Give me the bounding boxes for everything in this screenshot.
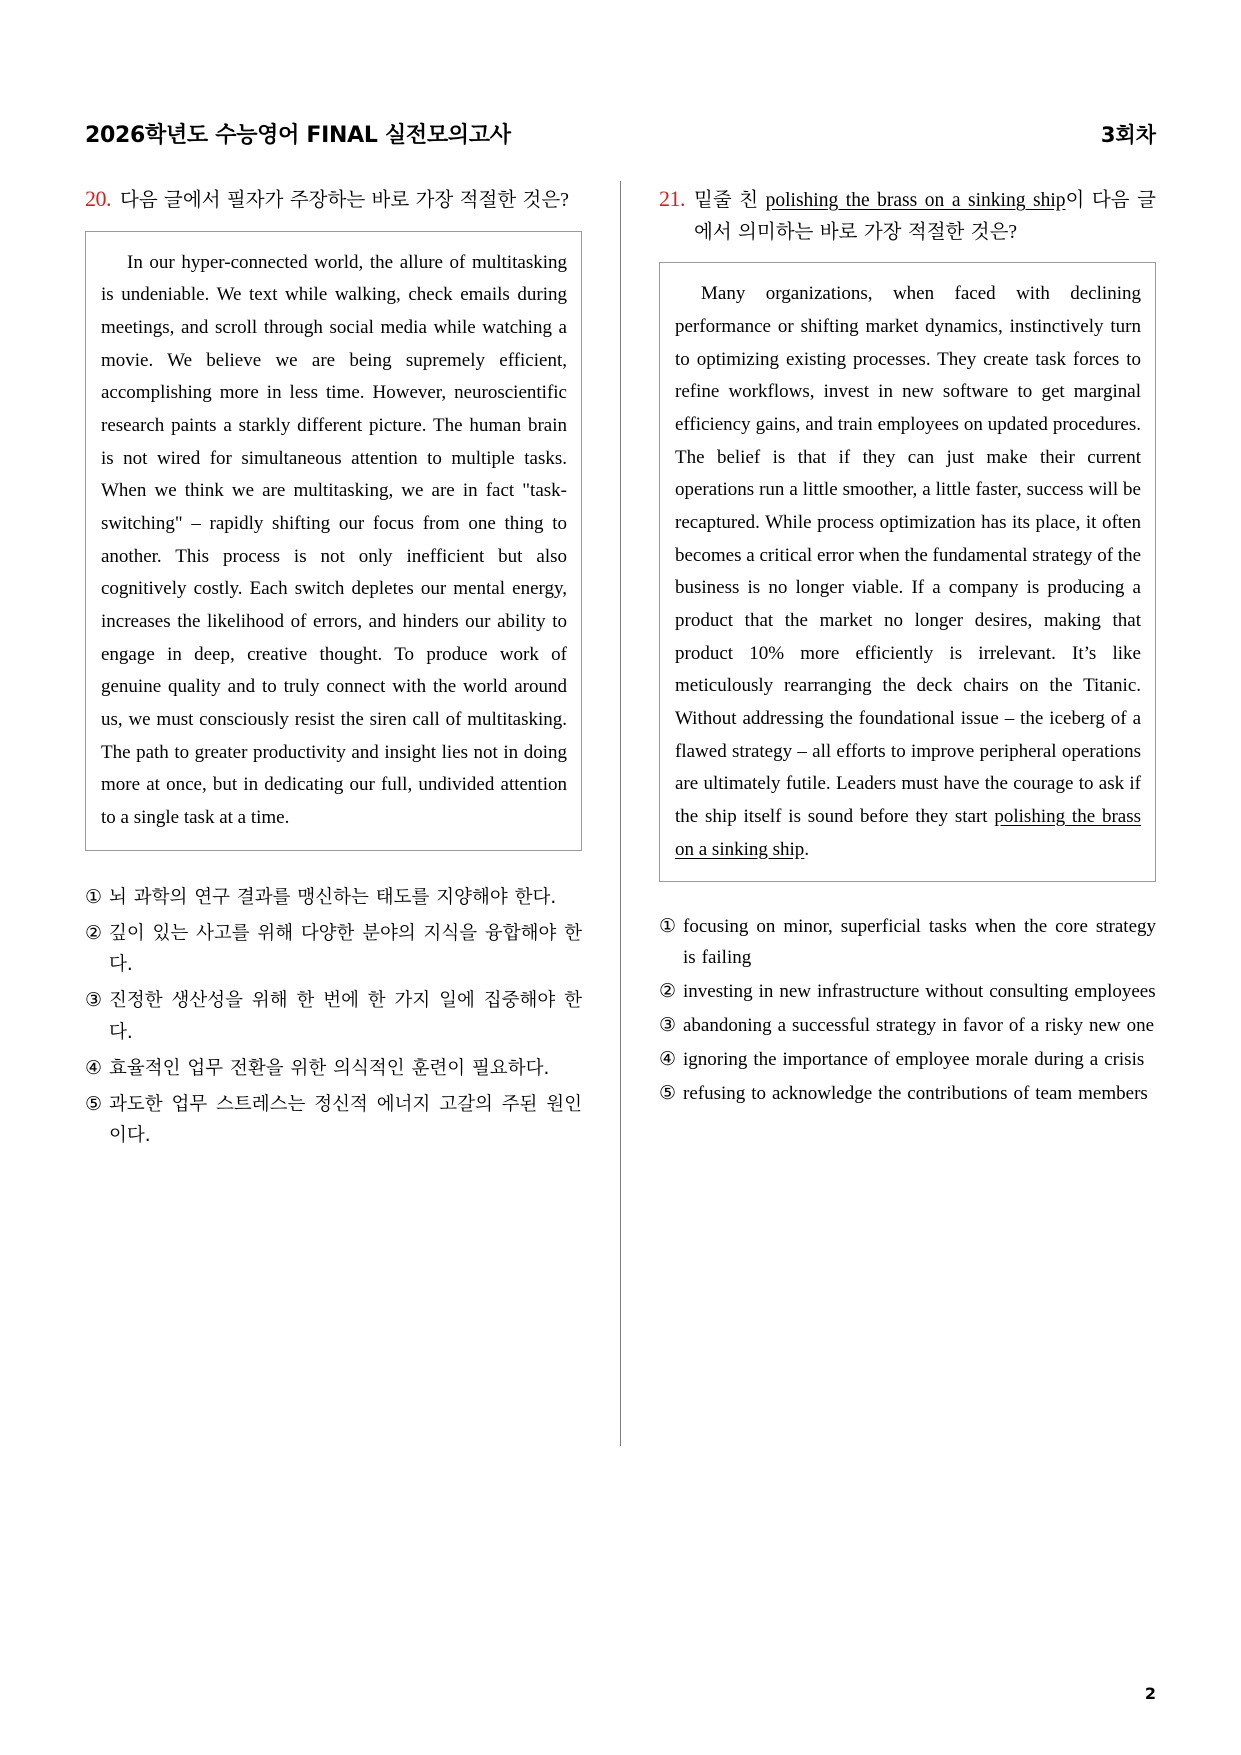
question-21-number: 21. xyxy=(659,186,685,211)
choice-marker: ⑤ xyxy=(659,1083,677,1105)
question-21-stem-underlined-phrase: polishing the brass on a sinking ship xyxy=(765,190,1066,211)
page-number: 2 xyxy=(1144,1684,1156,1703)
question-20-stem-text xyxy=(120,185,582,217)
choice-marker: ⑤ xyxy=(85,1092,103,1115)
two-column-body xyxy=(85,181,1156,1621)
choice-option[interactable] xyxy=(85,917,582,982)
exam-title: 2026학년도 수능영어 FINAL 실전모의고사 xyxy=(85,123,511,148)
column-left xyxy=(85,181,582,1621)
question-20-passage-text: In our hyper-connected world, the allure of multitasking is undeniable. We text while walking, check emails during meetings, and scroll through social media while watching a movie. We believe we are being supremely efficient, accomplishing more in less time. However, neuroscientific research paints a starkly different picture. The human brain is not wired for simultaneous attention to multiple tasks. When we think we are multitasking, we are in fact "task-switching" – rapidly shifting our focus from one thing to another. This process is not only inefficient but also cognitively costly. Each switch depletes our mental energy, increases the likelihood of errors, and hinders our ability to engage in deep, creative thought. To produce work of genuine quality and to truly connect with the world around us, we must consciously resist the siren call of multitasking. The path to greater productivity and insight lies not in doing more at once, but in dedicating our full, undivided attention to a single task at a time. xyxy=(101,251,567,829)
question-21-passage-text xyxy=(675,278,1141,866)
choice-option[interactable] xyxy=(85,984,582,1049)
choice-option[interactable] xyxy=(659,912,1156,974)
choice-marker: ② xyxy=(85,921,103,944)
question-21-choices xyxy=(659,912,1156,1110)
column-divider xyxy=(620,181,621,1446)
question-20-choices xyxy=(85,881,582,1153)
question-21-passage-box xyxy=(659,262,1156,882)
column-right xyxy=(659,181,1156,1621)
choice-text: 깊이 있는 사고를 위해 다양한 분야의 지식을 융합해야 한다. xyxy=(109,922,582,976)
choice-option[interactable] xyxy=(659,1079,1156,1110)
choice-option[interactable] xyxy=(659,977,1156,1008)
question-21-stem-prefix: 밑줄 친 xyxy=(694,190,766,211)
choice-marker: ① xyxy=(659,916,677,938)
choice-marker: ③ xyxy=(85,989,103,1012)
choice-option[interactable] xyxy=(85,1088,582,1153)
question-20-passage-box xyxy=(85,231,582,851)
choice-text: investing in new infrastructure without consulting employees xyxy=(683,981,1156,1003)
choice-text: 뇌 과학의 연구 결과를 맹신하는 태도를 지양해야 한다. xyxy=(109,886,557,908)
passage-body-before: Many organizations, when faced with declining performance or shifting market dynamics, instinctively turn to optimizing existing processes. They create task forces to refine workflows, invest in new software to get marginal efficiency gains, and train employees on updated procedures. The belief is that if they can just make their current operations run a little smoother, a little faster, success will be recaptured. While process optimization has its place, it often becomes a critical error when the fundamental strategy of the business is no longer viable. If a company is producing a product that the market no longer desires, making that product 10% more efficiently is irrelevant. It’s like meticulously rearranging the deck chairs on the Titanic. Without addressing the foundational issue – the iceberg of a flawed strategy – all efforts to improve peripheral operations are ultimately futile. Leaders must have the courage to ask if the ship itself is sound before they start xyxy=(675,283,1141,827)
choice-text: abandoning a successful strategy in favor of a risky new one xyxy=(683,1015,1155,1037)
choice-text: 과도한 업무 스트레스는 정신적 에너지 고갈의 주된 원인이다. xyxy=(109,1093,582,1147)
passage-body-after: . xyxy=(804,838,810,860)
question-21-stem-suffix: 이 다음 글에서 의미하는 바로 가장 적절한 것은? xyxy=(694,190,1156,243)
choice-option[interactable] xyxy=(85,1052,582,1085)
question-20-number: 20. xyxy=(85,186,111,211)
choice-marker: ① xyxy=(85,885,103,908)
choice-option[interactable] xyxy=(659,1045,1156,1076)
exam-round: 3회차 xyxy=(1100,123,1156,147)
passage-underlined-phrase: polishing the brass on a sinking ship xyxy=(675,805,1141,860)
question-21-stem-text xyxy=(694,185,1156,248)
choice-text: focusing on minor, superficial tasks when the core strategy is failing xyxy=(683,916,1156,969)
question-20-stem xyxy=(85,181,582,217)
question-20-stem-prefix: 다음 글에서 필자가 주장하는 바로 가장 적절한 것은? xyxy=(120,190,569,211)
page-header xyxy=(85,118,1156,155)
choice-text: refusing to acknowledge the contributions of team members xyxy=(683,1083,1148,1105)
question-21-stem xyxy=(659,181,1156,248)
choice-marker: ④ xyxy=(659,1049,677,1071)
choice-text: 효율적인 업무 전환을 위한 의식적인 훈련이 필요하다. xyxy=(109,1057,550,1079)
choice-text: ignoring the importance of employee morale during a crisis xyxy=(683,1049,1145,1071)
choice-option[interactable] xyxy=(85,881,582,914)
choice-marker: ③ xyxy=(659,1015,677,1037)
choice-option[interactable] xyxy=(659,1011,1156,1042)
choice-marker: ② xyxy=(659,981,677,1003)
choice-marker: ④ xyxy=(85,1056,103,1079)
choice-text: 진정한 생산성을 위해 한 번에 한 가지 일에 집중해야 한다. xyxy=(109,990,582,1043)
